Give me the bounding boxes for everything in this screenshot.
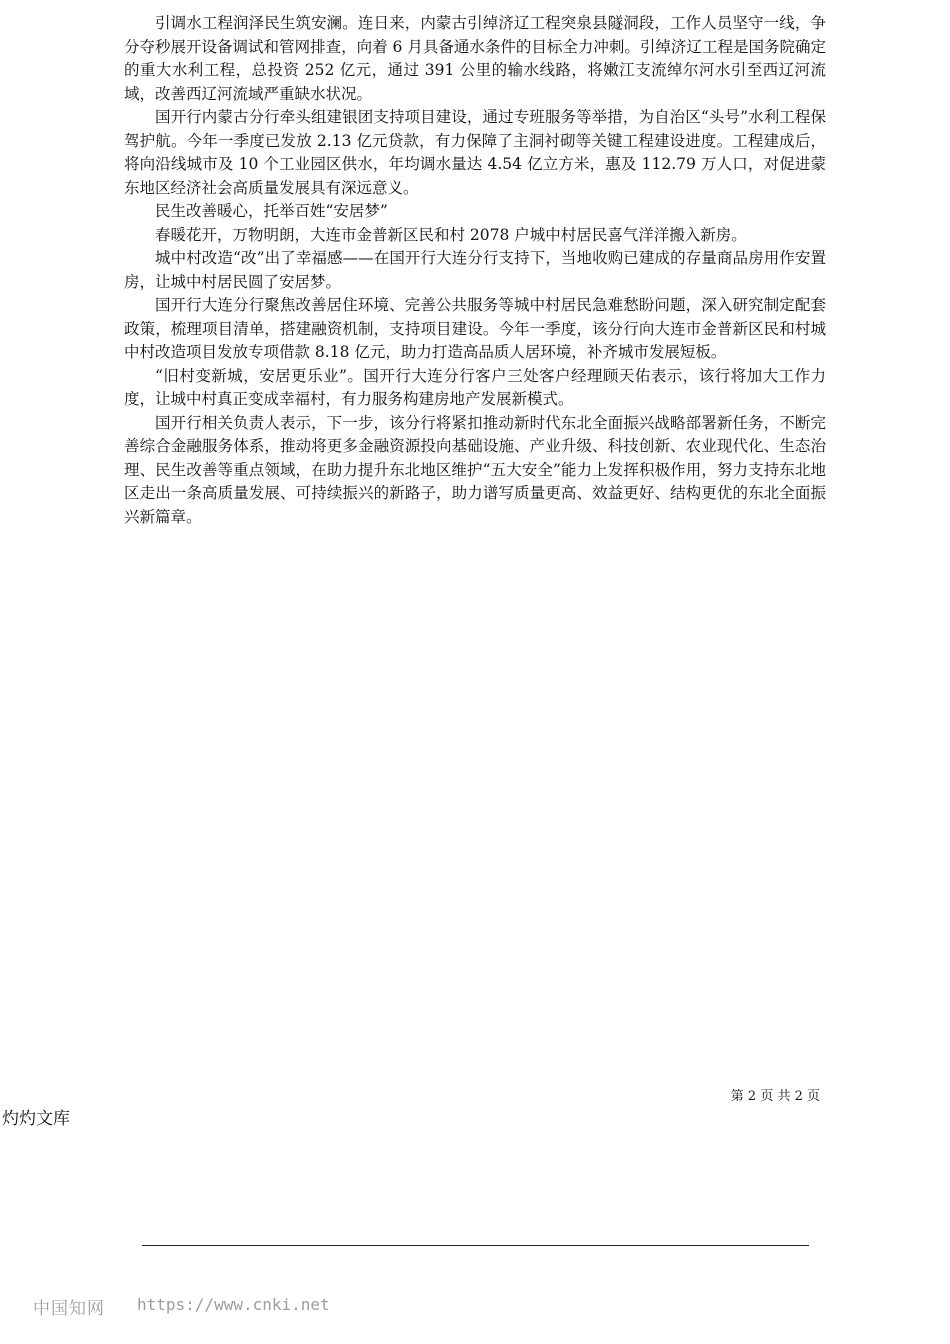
library-name: 灼灼文库 (2, 1109, 70, 1129)
section-heading: 民生改善暖心，托举百姓“安居梦” (155, 202, 388, 220)
article-body (124, 12, 826, 529)
paragraph-3: 春暖花开，万物明朗，大连市金普新区民和村 2078 户城中村居民喜气洋洋搬入新房。 (155, 225, 747, 244)
paragraph-1: 引调水工程润泽民生筑安澜。连日来，内蒙古引绰济辽工程突泉县隧洞段，工作人员坚守一线，争分夺秒展开设备调试和管网排查，向着 6 月具备通水条件的目标全力冲刺。引绰济辽工程是国务院确定的重大水利工程，总投资 252 亿元，通过 391 公里的输水线路，将嫩江支流绰尔河水引至西辽河流域，改善西辽河流域严重缺水状况。 (124, 14, 826, 103)
page-number: 第 2 页 共 2 页 (730, 1089, 820, 1104)
paragraph-6: “旧村变新城，安居更乐业”。国开行大连分行客户三处客户经理顾天佑表示，该行将加大工作力度，让城中村真正变成幸福村，有力服务构建房地产发展新模式。 (124, 366, 826, 408)
paragraph-4: 城中村改造“改”出了幸福感——在国开行大连分行支持下，当地收购已建成的存量商品房用作安置房，让城中村居民圆了安居梦。 (124, 249, 826, 291)
footer-divider (142, 1245, 809, 1246)
cnki-url-link[interactable]: https://www.cnki.net (137, 1295, 330, 1314)
cnki-logo: 中国知网 (33, 1299, 105, 1319)
paragraph-7: 国开行相关负责人表示，下一步，该分行将紧扣推动新时代东北全面振兴战略部署新任务，不断完善综合金融服务体系，推动将更多金融资源投向基础设施、产业升级、科技创新、农业现代化、生态治理、民生改善等重点领域，在助力提升东北地区维护“五大安全”能力上发挥积极作用，努力支持东北地区走出一条高质量发展、可持续振兴的新路子，助力谱写质量更高、效益更好、结构更优的东北全面振兴新篇章。 (124, 413, 826, 526)
paragraph-2: 国开行内蒙古分行牵头组建银团支持项目建设，通过专班服务等举措，为自治区“头号”水利工程保驾护航。今年一季度已发放 2.13 亿元贷款，有力保障了主洞衬砌等关键工程建设进度。工程建成后，将向沿线城市及 10 个工业园区供水，年均调水量达 4.54 亿立方米，惠及 112.79 万人口，对促进蒙东地区经济社会高质量发展具有深远意义。 (124, 108, 826, 197)
paragraph-5: 国开行大连分行聚焦改善居住环境、完善公共服务等城中村居民急难愁盼问题，深入研究制定配套政策，梳理项目清单，搭建融资机制，支持项目建设。今年一季度，该分行向大连市金普新区民和村城中村改造项目发放专项借款 8.18 亿元，助力打造高品质人居环境，补齐城市发展短板。 (124, 296, 826, 361)
